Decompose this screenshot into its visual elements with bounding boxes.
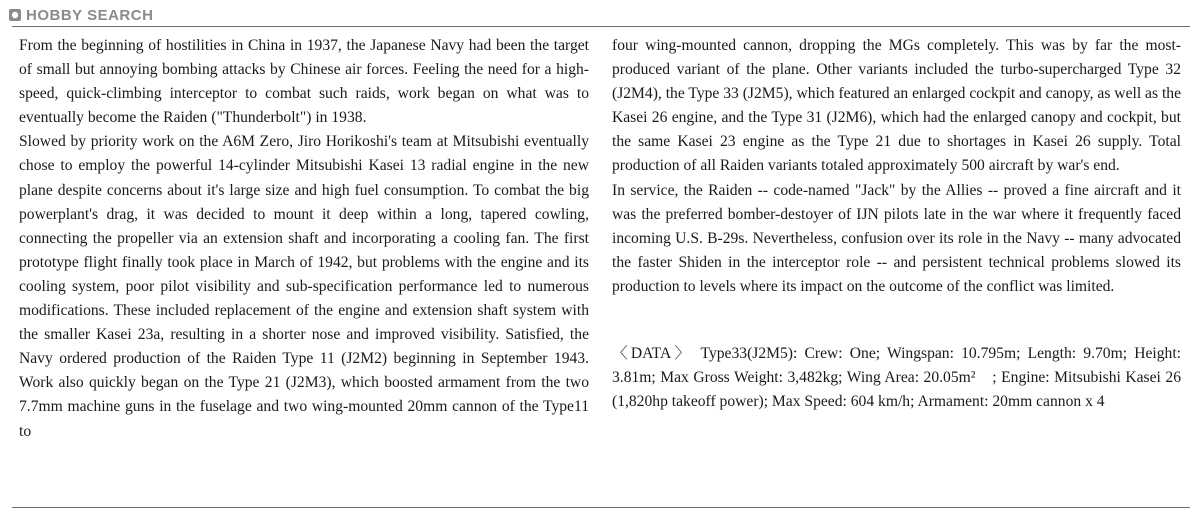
paragraph-service: In service, the Raiden -- code-named "Jack" by the Allies -- proved a fine aircraft and it was the preferred bomber-destoyer of IJN pilots late in the war where it frequently faced incoming U.S. B-29s. Nevertheless, confusion over its role in the Navy -- many advocated the faster Shiden in the interceptor role -- and persistent technical problems slowed its production to levels where its impact on the outcome of the conflict was limited. bbox=[612, 181, 1181, 295]
spec-data-block: 〈DATA〉 Type33(J2M5): Crew: One; Wingspan: 10.795m; Length: 9.70m; Height: 3.81m; Max Gross Weight: 3,482kg; Wing Area: 20.05m² ; Engine: Mitsubishi Kasei 26 (1,820hp takeoff power); Max Speed: 604 km/h; Armament: 20mm cannon x 4 bbox=[612, 345, 1181, 411]
logo-mark-icon bbox=[8, 8, 22, 22]
paragraph-variants: four wing-mounted cannon, dropping the MGs completely. This was by far the most-produced variant of the plane. Other variants included the turbo-supercharged Type 32 (J2M4), the Type 33 (J2M5), which featured an enlarged cockpit and canopy, as well as the Kasei 26 engine, and the Type 31 (J2M6), which had the enlarged canopy and cockpit, but the same Kasei 23 engine as the Type 21 due to shortages in Kasei 26 supply. Total production of all Raiden variants totaled approximately 500 aircraft by war's end. bbox=[612, 37, 1181, 175]
paragraph-intro: From the beginning of hostilities in China in 1937, the Japanese Navy had been the target of small but annoying bombing attacks by Chinese air forces. Feeling the need for a high-speed, quick-climbing interceptor to combat such raids, work began on what was to eventually become the Raiden ("Thunderbolt") in 1938. bbox=[19, 37, 589, 127]
bottom-divider bbox=[12, 507, 1190, 508]
header bbox=[0, 0, 1200, 28]
right-column bbox=[612, 34, 1181, 414]
logo-text: HOBBY SEARCH bbox=[26, 6, 154, 24]
top-divider bbox=[12, 26, 1190, 27]
hobby-search-logo[interactable] bbox=[8, 6, 153, 24]
paragraph-development: Slowed by priority work on the A6M Zero, Jiro Horikoshi's team at Mitsubishi eventually chose to employ the powerful 14-cylinder Mitsubishi Kasei 13 radial engine in the new plane despite concerns about it's large size and high fuel consumption. To combat the big powerplant's drag, it was decided to mount it deep within a long, tapered cowling, connecting the propeller via an extension shaft and incorporating a cooling fan. The first prototype flight finally took place in March of 1942, but problems with the engine and its cooling system, poor pilot visibility and sub-specification performance led to numerous modifications. These included replacement of the engine and extension shaft system with the smaller Kasei 23a, resulting in a shorter nose and improved visibility. Satisfied, the Navy ordered production of the Raiden Type 11 (J2M2) beginning in September 1943. Work also quickly began on the Type 21 (J2M3), which boosted armament from the two 7.7mm machine guns in the fuselage and two wing-mounted 20mm cannon of the Type11 to bbox=[19, 133, 589, 440]
left-column bbox=[19, 34, 589, 444]
